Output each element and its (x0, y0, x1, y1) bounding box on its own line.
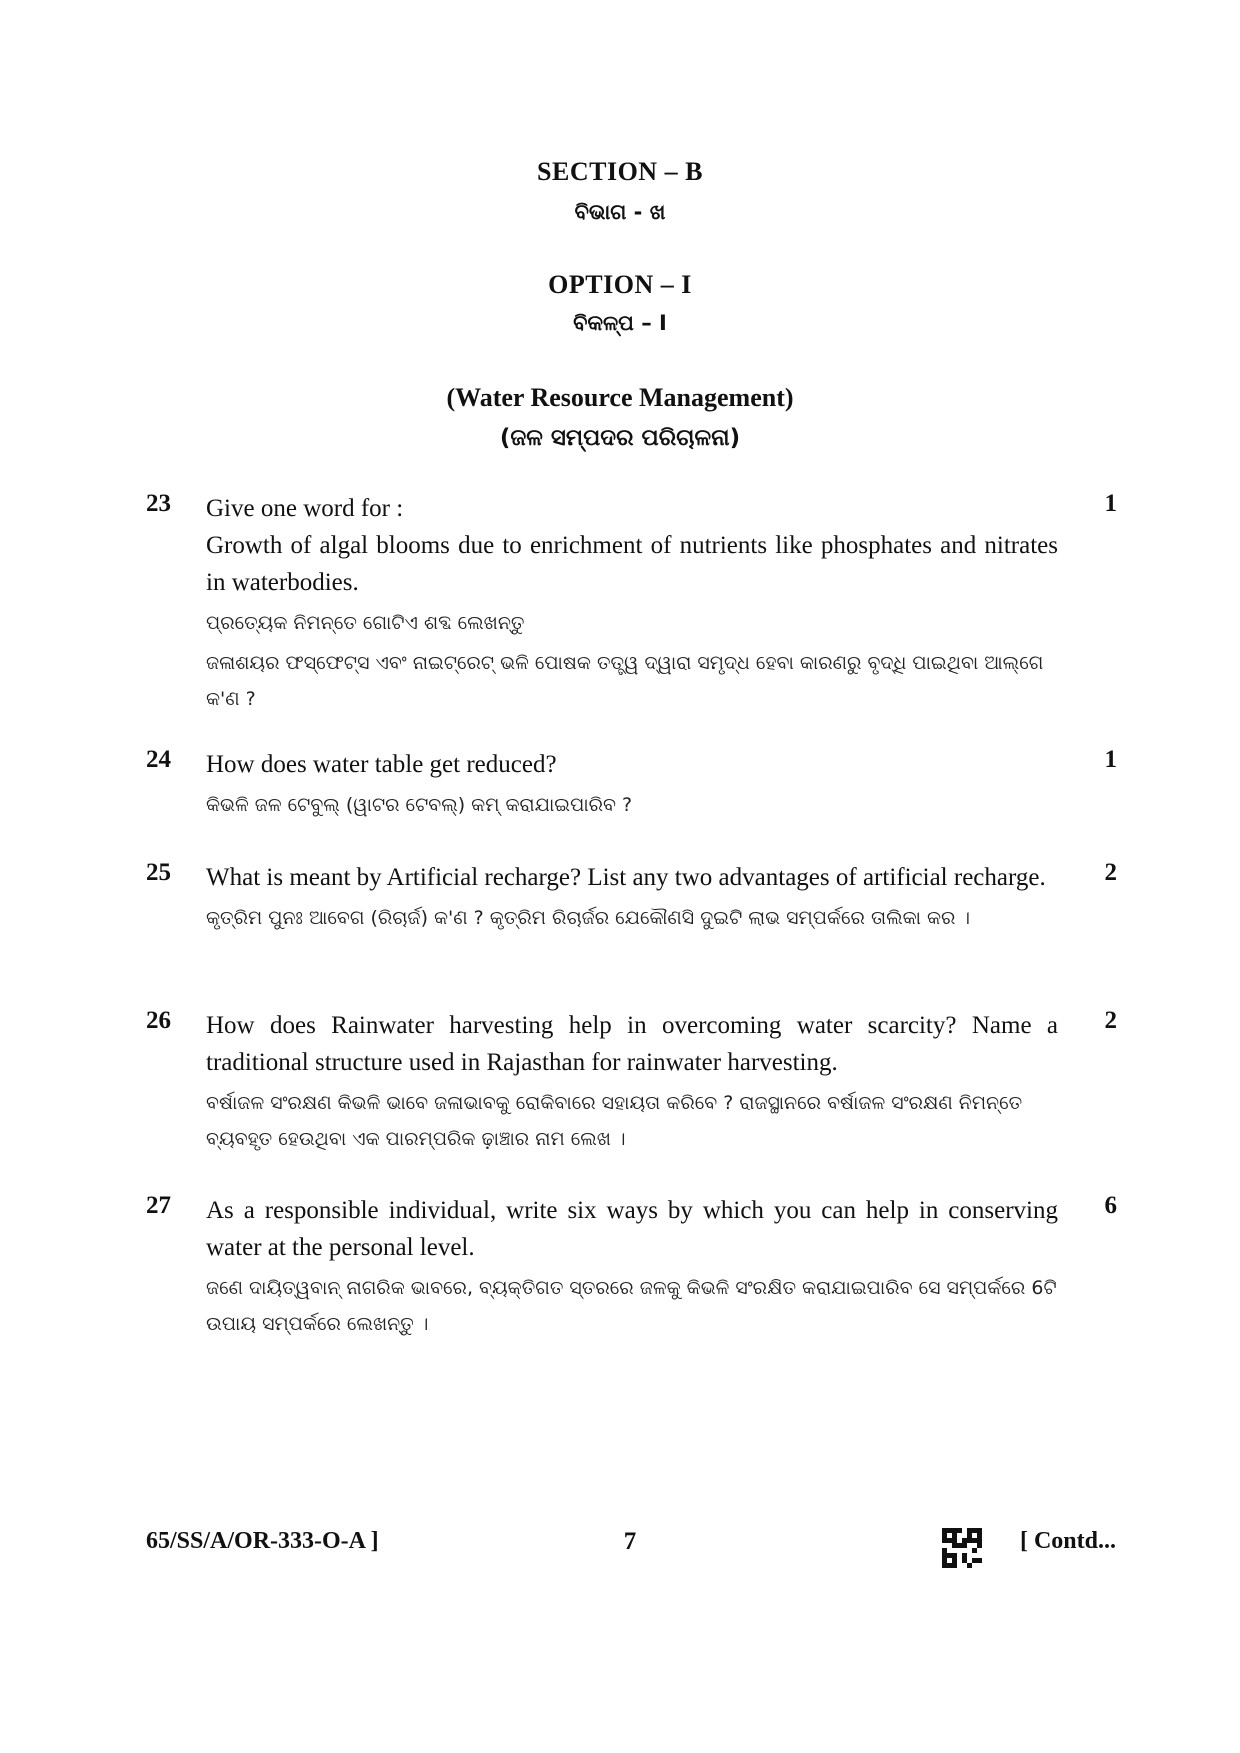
subject-title: (Water Resource Management) (446, 383, 794, 412)
question-number: 26 (146, 1007, 171, 1034)
question-text: What is meant by Artificial recharge? List any two advantages of artificial recharge. (206, 864, 1046, 891)
question-text: How does water table get reduced? (206, 751, 557, 778)
question-marks: 1 (1104, 490, 1117, 517)
question-text-odia: ପ୍ରତ୍ୟେକ ନିମନ୍ତେ ଗୋଟିଏ ଶବ୍ଦ ଲେଖନ୍ତୁ (206, 612, 525, 634)
question-text: Give one word for : (206, 495, 404, 522)
question-number: 25 (146, 859, 171, 886)
option-title-odia: ବିକଳ୍ପ – I (573, 311, 667, 335)
question-marks: 2 (1104, 859, 1117, 886)
question-number: 27 (146, 1192, 171, 1219)
question-number: 24 (146, 746, 171, 773)
page-number: 7 (623, 1528, 637, 1555)
subject-title-odia: (ଜଳ ସମ୍ପଦର ପରିଚାଳନା) (499, 425, 741, 451)
continued-label: [ Contd... (1019, 1528, 1116, 1554)
section-title-odia: ବିଭାଗ - ଖ (574, 200, 666, 224)
question-text-odia: କିଭଳି ଜଳ ଟେବୁଲ୍ (ୱାଟର ଟେବଲ୍) କମ୍ କରାଯାଇପାରିବ ? (206, 794, 633, 816)
question-marks: 6 (1104, 1192, 1117, 1219)
page-footer (0, 1528, 1240, 1568)
question-number: 23 (146, 490, 171, 517)
option-title: OPTION – I (548, 270, 692, 299)
question-marks: 1 (1104, 746, 1117, 773)
question-text: How does Rainwater harvesting help in overcoming water scarcity? Name a traditional structure used in Rajasthan for rainwater harvesting. (206, 1012, 1058, 1076)
section-title: SECTION – B (537, 157, 703, 186)
paper-code: 65/SS/A/OR-333-O-A ] (146, 1528, 379, 1554)
question-text-odia: ଜଣେ ଦାୟିତ୍ୱବାନ୍ ନାଗରିକ ଭାବରେ, ବ୍ୟକ୍ତିଗତ ସ୍ତରରେ ଜଳକୁ କିଭଳି ସଂରକ୍ଷିତ କରାଯାଇପାରିବ ସେ ସମ୍ପର୍କରେ 6ଟି ଉପାୟ ସମ୍ପର୍କରେ ଲେଖନ୍ତୁ । (206, 1277, 1057, 1335)
qr-code-icon (942, 1528, 982, 1568)
question-text: As a responsible individual, write six ways by which you can help in conserving water at the personal level. (206, 1197, 1058, 1261)
question-text: Growth of algal blooms due to enrichment of nutrients like phosphates and nitrates in waterbodies. (206, 532, 1058, 596)
question-marks: 2 (1104, 1007, 1117, 1034)
question-text-odia: ଜଳାଶୟର ଫସ୍‌ଫେଟ୍‌ସ ଏବଂ ନାଇଟ୍ରେଟ୍ ଭଳି ପୋଷକ ତତ୍ତ୍ୱ ଦ୍ୱାରା ସମୃଦ୍ଧ ହେବା କାରଣରୁ ବୃଦ୍ଧି ପାଇଥିବା ଆଲ୍‌ଗେ କ'ଣ ? (206, 652, 1044, 710)
question-text-odia: କୃତ୍ରିମ ପୁନଃ ଆବେଗ (ରିଚାର୍ଜ) କ'ଣ ? କୃତ୍ରିମ ରିଚାର୍ଜର ଯେକୌଣସି ଦୁଇଟି ଲାଭ ସମ୍ପର୍କରେ ତାଲିକା କର । (206, 907, 971, 929)
question-text-odia: ବର୍ଷାଜଳ ସଂରକ୍ଷଣ କିଭଳି ଭାବେ ଜଳାଭାବକୁ ରୋକିବାରେ ସହାୟତା କରିବେ ? ରାଜସ୍ଥାନରେ ବର୍ଷାଜଳ ସଂରକ୍ଷଣ ନିମନ୍ତେ ବ୍ୟବହୃତ ହେଉଥିବା ଏକ ପାରମ୍ପରିକ ଢ଼ାଞ୍ଚାର ନାମ ଲେଖ । (206, 1092, 1023, 1150)
